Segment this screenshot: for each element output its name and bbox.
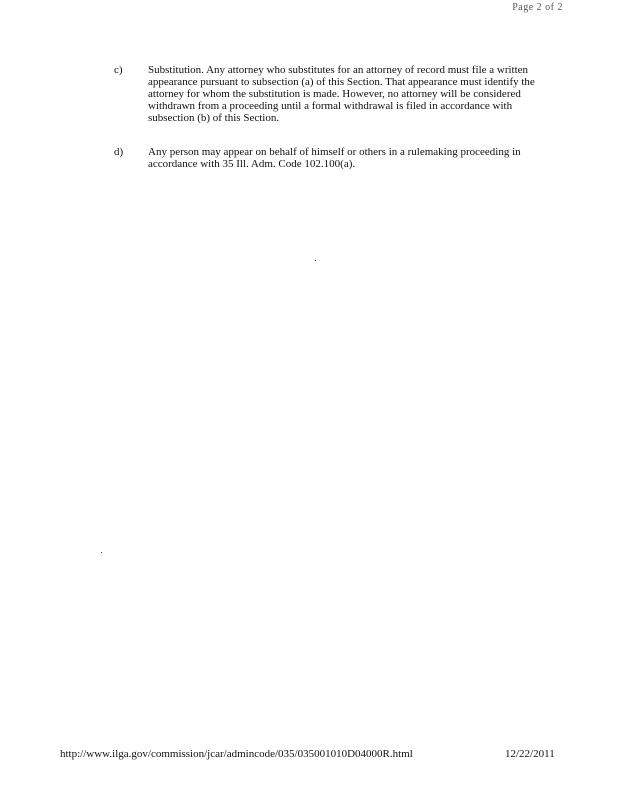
subsection-c-letter: c) (114, 64, 123, 76)
footer-date: 12/22/2011 (505, 748, 555, 760)
subsection-d-letter: d) (114, 146, 124, 158)
footer-url: http://www.ilga.gov/commission/jcar/admincode/035/035001010D04000R.html (60, 748, 413, 760)
subsection-d-text: Any person may appear on behalf of himself or others in a rulemaking proceeding in accordance with 35 Ill. Adm. Code 102.100(a). (148, 146, 521, 170)
scan-speck (315, 260, 316, 261)
subsection-c-text: Substitution. Any attorney who substitutes for an attorney of record must file a written appearance pursuant to subsection (a) of this Section. That appearance must identify the attorney for whom the substitution is made. However, no attorney will be considered withdrawn from a proceeding until a formal withdrawal is filed in accordance with subsection (b) of this Section. (148, 64, 535, 124)
scan-speck (101, 552, 102, 553)
page-header: Page 2 of 2 (512, 2, 563, 13)
